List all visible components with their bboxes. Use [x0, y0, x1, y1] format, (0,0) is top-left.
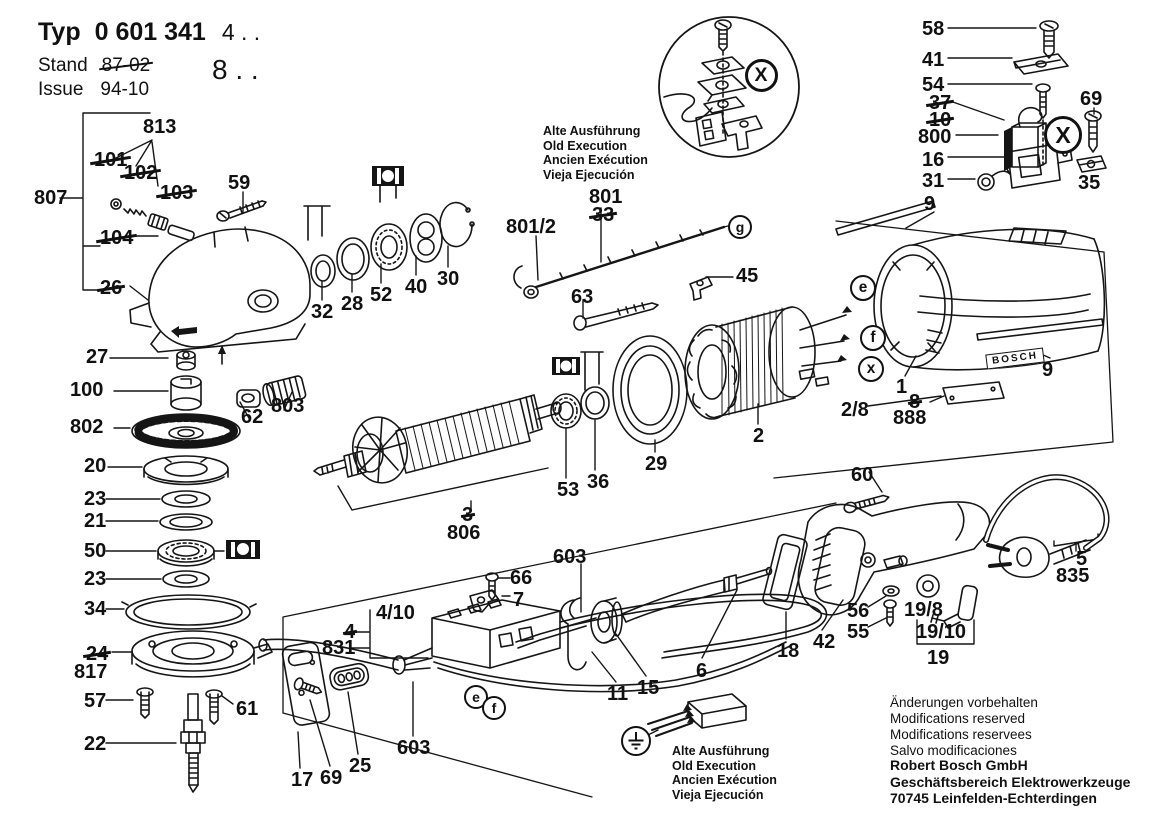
part-callout-56: 56 — [847, 600, 870, 622]
connector-block — [648, 694, 746, 736]
screw-69-bottom — [293, 677, 323, 698]
screw-59 — [217, 201, 266, 221]
legal-line: Modifications reservees — [890, 727, 1032, 742]
part-callout-4-10: 4/10 — [376, 602, 415, 624]
part-callout-15: 15 — [637, 677, 660, 699]
part-callout-23: 23 — [84, 568, 107, 590]
note-line: Vieja Ejecución — [672, 787, 764, 802]
reference-letter-x: x — [858, 356, 884, 382]
gear-housing — [130, 227, 310, 364]
part-callout-103: 103 — [160, 182, 194, 204]
company-line: Robert Bosch GmbH — [890, 757, 1028, 773]
note-line: Alte Ausführung — [543, 124, 641, 138]
power-cord — [986, 477, 1107, 577]
part-callout-835: 835 — [1056, 565, 1090, 587]
note-line: Ancien Exécution — [672, 773, 777, 787]
company-line: 70745 Leinfelden-Echterdingen — [890, 790, 1097, 806]
part-callout-1: 1 — [896, 376, 908, 398]
part-callout-17: 17 — [291, 769, 314, 791]
reference-letter-X: X — [745, 59, 778, 92]
part-callout-806: 806 — [447, 522, 481, 544]
part-callout-817: 817 — [74, 661, 108, 683]
part-callout-9: 9 — [1042, 359, 1054, 381]
stand-value: 87-02 — [101, 55, 151, 76]
part-callout-27: 27 — [86, 346, 109, 368]
note-line: Old Execution — [543, 138, 628, 153]
part-callout-603: 603 — [397, 737, 431, 759]
reference-letter-X: X — [1044, 116, 1082, 154]
part-callout-50: 50 — [84, 540, 107, 562]
gear-stack — [122, 351, 306, 792]
grommet-25 — [328, 662, 370, 691]
earth-symbol-icon — [621, 726, 651, 756]
part-callout-25: 25 — [349, 755, 372, 777]
part-callout-55: 55 — [847, 621, 870, 643]
part-callout-18: 18 — [777, 640, 800, 662]
part-callout-62: 62 — [241, 406, 264, 428]
part-callout-19-10: 19/10 — [916, 621, 967, 643]
part-callout-2-8: 2/8 — [841, 399, 869, 421]
part-callout-21: 21 — [84, 510, 107, 532]
part-callout-35: 35 — [1078, 172, 1101, 194]
spindle-22 — [181, 694, 205, 792]
strip-9-top — [836, 201, 935, 235]
part-callout-888: 888 — [893, 407, 927, 429]
typ-suffix: 4 . . — [221, 19, 261, 45]
note-line: Old Execution — [672, 758, 757, 773]
part-callout-28: 28 — [341, 293, 364, 315]
reference-letter-e: e — [464, 685, 488, 709]
bearing-53-ring-36 — [551, 352, 609, 428]
part-callout-32: 32 — [311, 301, 334, 323]
strip-9-right — [977, 319, 1103, 340]
part-callout-11: 11 — [607, 683, 629, 705]
part-callout-23: 23 — [84, 488, 107, 510]
part-callout-60: 60 — [851, 464, 874, 486]
part-callout-42: 42 — [813, 631, 836, 653]
part-callout-9: 9 — [924, 193, 936, 215]
part-callout-58: 58 — [922, 18, 945, 40]
part-callout-831: 831 — [322, 637, 356, 659]
part-callout-603: 603 — [553, 546, 587, 568]
title-block — [38, 18, 260, 101]
part-callout-53: 53 — [557, 479, 580, 501]
issue-value: 94-10 — [100, 79, 150, 100]
note-line: Vieja Ejecución — [543, 167, 635, 182]
part-callout-34: 34 — [84, 598, 107, 620]
part-callout-33: 33 — [592, 204, 615, 226]
company-line: Geschäftsbereich Elektrowerkzeuge — [890, 773, 1131, 790]
part-callout-800: 800 — [918, 126, 952, 148]
old-execution-note-top — [543, 124, 648, 182]
handle-assembly — [798, 492, 989, 628]
inset-detail — [659, 17, 799, 157]
reference-letter-f: f — [482, 696, 506, 720]
wire-arrow-icon — [837, 306, 852, 362]
retainer-bracket — [304, 206, 330, 240]
part-callout-24: 24 — [86, 643, 109, 665]
part-callout-59: 59 — [228, 172, 251, 194]
part-callout-26: 26 — [100, 277, 123, 299]
reference-letter-f: f — [860, 325, 886, 351]
stand-label: Stand — [38, 55, 88, 76]
part-callout-10: 10 — [929, 109, 952, 131]
stator-2 — [685, 306, 852, 419]
part-callout-63: 63 — [571, 286, 594, 308]
part-callout-29: 29 — [645, 453, 668, 475]
part-callout-45: 45 — [736, 265, 759, 287]
part-callout-61: 61 — [236, 698, 259, 720]
part-callout-7: 7 — [513, 589, 525, 611]
part-callout-57: 57 — [84, 690, 107, 712]
part-callout-30: 30 — [437, 268, 460, 290]
part-callout-54: 54 — [922, 74, 945, 96]
bearing-section-icon — [226, 540, 260, 559]
screw-60 — [843, 492, 890, 514]
part-callout-69: 69 — [320, 767, 343, 789]
part-callout-801-2: 801/2 — [506, 216, 557, 238]
legal-line: Modifications reserved — [890, 711, 1026, 726]
screw-63-clip-45 — [574, 277, 712, 330]
part-callout-22: 22 — [84, 733, 107, 755]
issue-label: Issue — [38, 79, 84, 100]
part-callout-16: 16 — [922, 149, 945, 171]
part-callout-101: 101 — [94, 149, 128, 171]
arrow-icon — [171, 326, 197, 338]
part-callout-41: 41 — [922, 49, 945, 71]
part-callout-6: 6 — [696, 660, 708, 682]
gasket-18 — [762, 533, 809, 610]
note-line: Ancien Exécution — [543, 153, 648, 167]
typ-value: 0 601 341 — [94, 18, 206, 46]
part-callout-31: 31 — [922, 170, 945, 192]
part-callout-102: 102 — [124, 162, 158, 184]
company-address — [890, 757, 1130, 807]
bosch-logo: BOSCH — [985, 348, 1045, 370]
part-callout-807: 807 — [34, 187, 68, 209]
crown-gear-802 — [138, 418, 234, 444]
nut-62 — [237, 390, 260, 407]
reference-letter-g: g — [728, 215, 752, 239]
typ-label: Typ — [38, 18, 81, 46]
part-callout-40: 40 — [405, 276, 428, 298]
part-callout-52: 52 — [370, 284, 393, 306]
part-callout-8: 8 — [909, 391, 921, 413]
air-guide-ring-29 — [613, 336, 687, 444]
bearing-section-icon — [552, 357, 580, 375]
part-callout-803: 803 — [271, 395, 305, 417]
part-callout-2: 2 — [753, 425, 765, 447]
legal-note — [890, 695, 1038, 759]
part-callout-3: 3 — [462, 504, 474, 526]
part-callout-19: 19 — [927, 647, 950, 669]
part-callout-802: 802 — [70, 416, 104, 438]
old-execution-note-bottom — [672, 744, 777, 802]
part-callout-104: 104 — [100, 227, 134, 249]
part-callout-813: 813 — [143, 116, 177, 138]
part-callout-19-8: 19/8 — [904, 599, 943, 621]
nameplate-888 — [943, 382, 1004, 404]
part-callout-20: 20 — [84, 455, 107, 477]
legal-line: Änderungen vorbehalten — [890, 695, 1038, 710]
stand-suffix: 8 . . — [212, 54, 259, 85]
bearing-section-icon — [372, 166, 404, 202]
part-callout-100: 100 — [70, 379, 104, 401]
part-callout-69: 69 — [1080, 88, 1103, 110]
part-callout-36: 36 — [587, 471, 610, 493]
part-callout-801: 801 — [589, 186, 623, 208]
reference-letter-e: e — [850, 275, 876, 301]
note-line: Alte Ausführung — [672, 744, 770, 758]
part-callout-5: 5 — [1076, 548, 1088, 570]
part-callout-4: 4 — [344, 621, 356, 643]
part-callout-37: 37 — [929, 92, 952, 114]
legal-line: Salvo modificaciones — [890, 743, 1017, 758]
part-callout-66: 66 — [510, 567, 533, 589]
